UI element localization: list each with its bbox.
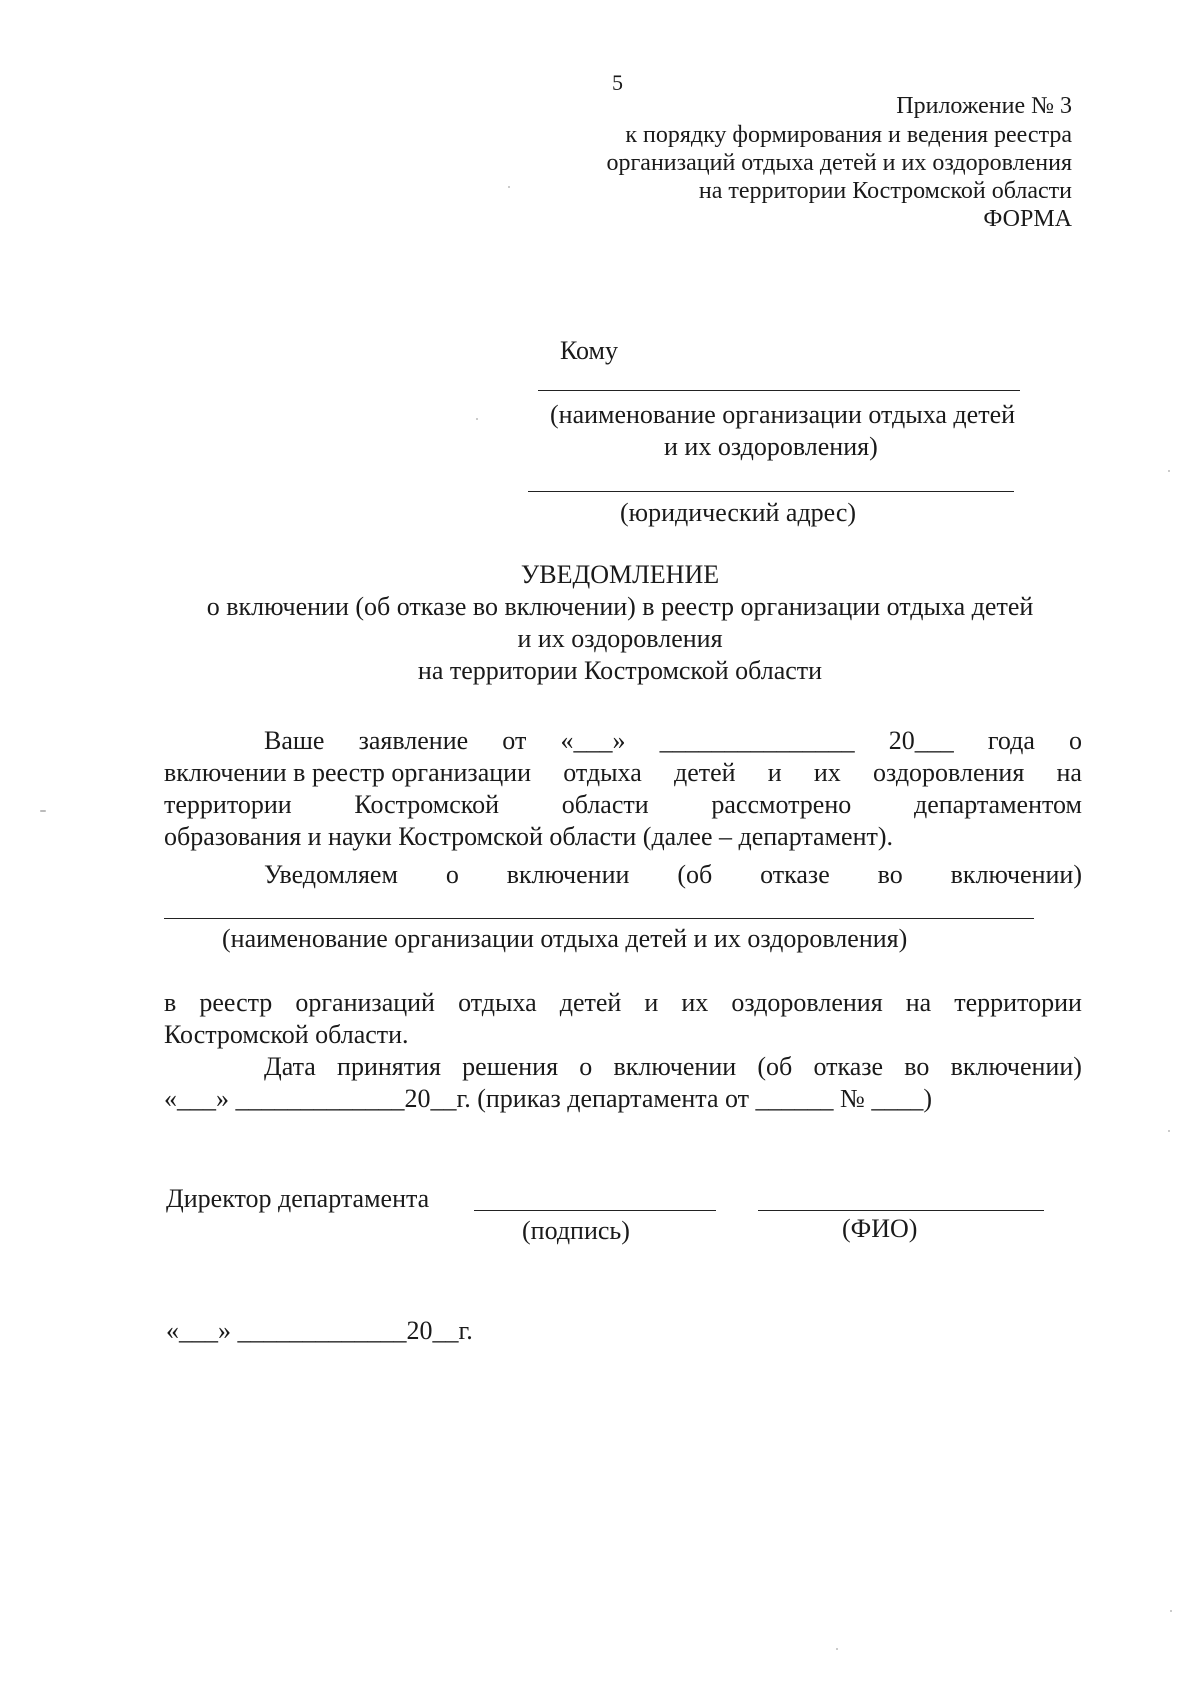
p1-year-blank: 20___ [888,726,954,755]
p3-word: в [164,988,177,1017]
p2-word: включении [506,860,630,889]
p1-word: отдыха [563,758,642,787]
p2-word: о [445,860,459,889]
p2-word: во [877,860,903,889]
p4-word: о [579,1052,593,1081]
paragraph-1-line-1 [264,726,1082,756]
p1-word: оздоровления [873,758,1025,787]
notice-title: УВЕДОМЛЕНИЕ [520,560,720,589]
p2-word: (об [677,860,713,889]
header-line-1: к порядку формирования и ведения реестра [625,122,1072,148]
scan-speck [1168,1130,1170,1132]
address-caption: (юридический адрес) [620,498,857,527]
addressee-label: Кому [560,336,619,365]
included-org-caption: (наименование организации отдыха детей и их оздоровления) [222,924,908,953]
p4-word: принятия [337,1052,441,1081]
p1-word: Ваше [264,726,325,755]
paragraph-3-line-1 [164,988,1082,1018]
p1-month-blank: _______________ [659,726,855,755]
p4-word: включении [613,1052,737,1081]
p4-word: (об [757,1052,793,1081]
decision-date-line: «___» _____________20__г. (приказ департамента от ______ № ____) [164,1084,932,1113]
notice-subtitle-2: и их оздоровления [517,624,723,653]
p1-word: о [1069,726,1082,755]
signature-caption: (подпись) [522,1216,630,1245]
p3-word: реестр [199,988,273,1017]
p1-word: включении в реестр организации [164,758,531,787]
p1-word: их [813,758,841,787]
p1-word: Костромской [354,790,500,819]
p4-word: Дата [264,1052,316,1081]
p1-word: рассмотрено [711,790,852,819]
p1-word: территории [164,790,292,819]
scan-speck [1170,1610,1172,1612]
p3-word: на [905,988,932,1017]
p1-word: детей [673,758,736,787]
p3-word: и [644,988,659,1017]
p4-word: во [904,1052,930,1081]
header-line-3: на территории Костромской области [698,178,1072,204]
paragraph-1-line-2 [164,758,1082,788]
p2-word: включении) [950,860,1082,889]
p1-word: от [502,726,527,755]
paragraph-1-line-4: образования и науки Костромской области (далее – департамент). [164,822,894,851]
p3-word: организаций [295,988,435,1017]
p1-word: области [561,790,649,819]
p3-word: детей [559,988,622,1017]
scan-speck [476,418,478,420]
signing-date-line: «___» _____________20__г. [166,1316,473,1345]
form-label: ФОРМА [983,206,1072,232]
scan-speck [508,186,510,188]
appendix-label: Приложение № 3 [896,93,1072,119]
director-label: Директор департамента [166,1184,430,1213]
p1-word: заявление [358,726,469,755]
p4-word: включении) [950,1052,1082,1081]
p4-word: отказе [813,1052,884,1081]
p1-word: на [1056,758,1082,787]
scan-speck [1168,470,1170,472]
paragraph-3-line-2: Костромской области. [164,1020,409,1049]
paragraph-2-line-1 [264,860,1082,890]
header-line-2: организаций отдыха детей и их оздоровления [606,150,1072,176]
org-caption-2: и их оздоровления) [664,432,878,461]
p4-word: решения [462,1052,559,1081]
p3-word: отдыха [458,988,537,1017]
p1-word: и [767,758,782,787]
p1-day-blank: «___» [560,726,626,755]
p1-word: департаментом [913,790,1082,819]
p3-word: оздоровления [731,988,883,1017]
notice-subtitle-3: на территории Костромской области [417,656,823,685]
p1-word: года [987,726,1035,755]
included-org-line [164,918,1034,919]
p2-word: отказе [760,860,830,889]
paragraph-1-line-3 [164,790,1082,820]
full-name-caption: (ФИО) [842,1214,918,1243]
p3-word: их [681,988,709,1017]
p3-word: территории [954,988,1082,1017]
scan-speck [40,810,46,812]
address-line [528,491,1014,492]
scan-speck [836,1648,838,1650]
notice-subtitle-1: о включении (об отказе во включении) в реестр организации отдыха детей [206,592,1034,621]
paragraph-4-line-1 [264,1052,1082,1082]
org-caption-1: (наименование организации отдыха детей [550,400,1016,429]
full-name-line [758,1210,1044,1211]
page-number: 5 [612,70,623,95]
p2-word: Уведомляем [264,860,398,889]
signature-line [474,1210,716,1211]
org-name-line [538,390,1020,391]
